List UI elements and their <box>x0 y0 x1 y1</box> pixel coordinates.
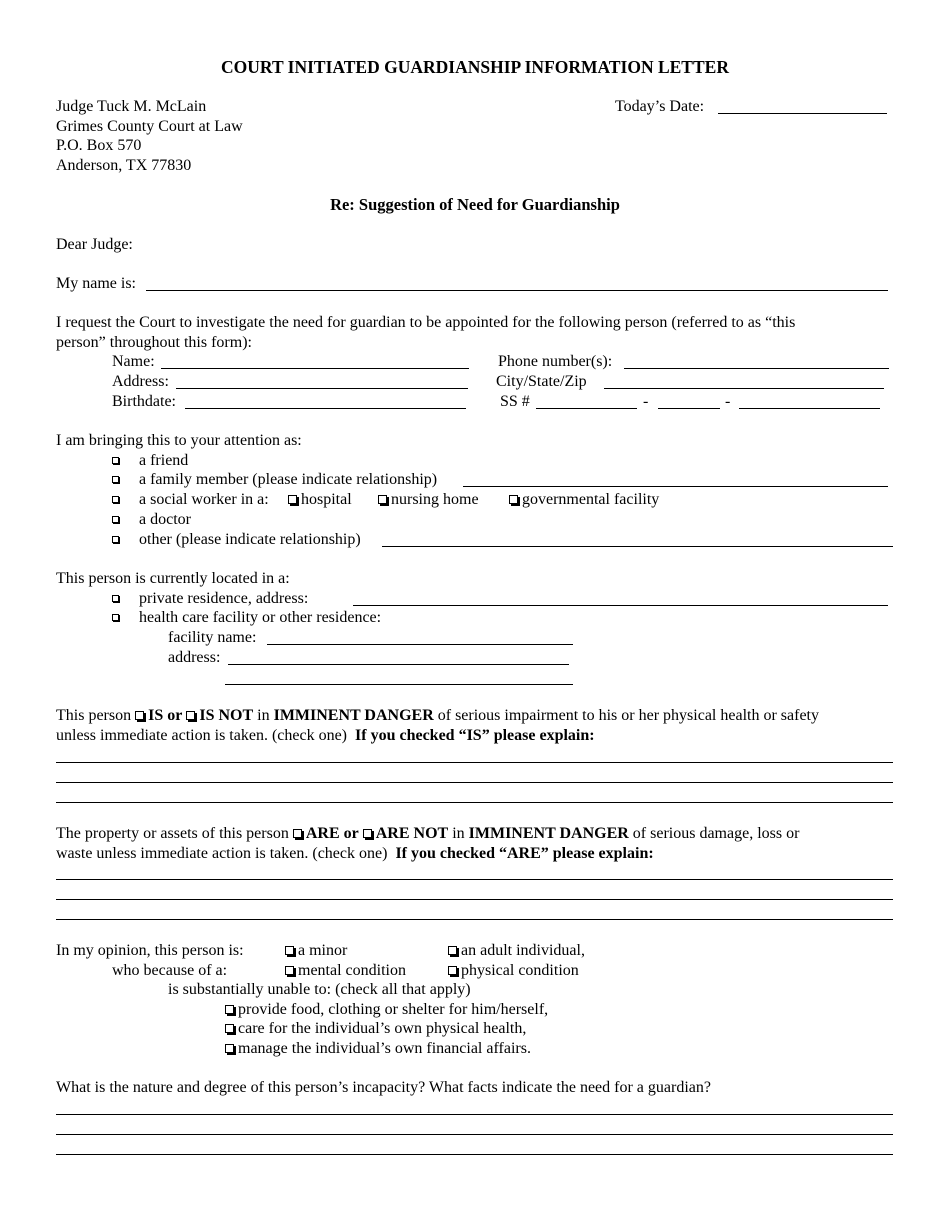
person-city-state-zip-label: City/State/Zip <box>496 373 587 390</box>
person-city-state-zip-field[interactable] <box>604 388 884 389</box>
my-name-field[interactable] <box>146 290 888 291</box>
checkbox-icon <box>112 516 119 523</box>
person-birthdate-field[interactable] <box>185 408 466 409</box>
facility-address-field-2[interactable] <box>225 684 573 685</box>
todays-date-label: Today’s Date: <box>615 98 705 115</box>
person-phone-label: Phone number(s): <box>498 353 613 370</box>
unable-label: is substantially unable to: (check all that apply) <box>168 981 471 998</box>
salutation: Dear Judge: <box>56 236 133 253</box>
request-text-line-1: I request the Court to investigate the need for guardian to be appointed for the following person (referred to as “this <box>56 314 796 331</box>
checkbox-icon <box>378 495 387 504</box>
property-explain-label: If you checked “ARE” please explain: <box>395 845 654 862</box>
option-doctor-label: a doctor <box>139 511 191 528</box>
nature-question: What is the nature and degree of this person’s incapacity? What facts indicate the need for a guardian? <box>56 1079 711 1096</box>
checkbox-friend[interactable] <box>112 451 119 471</box>
financial-affairs-label: manage the individual’s own financial affairs. <box>238 1040 531 1057</box>
ss-dash-1: - <box>643 393 649 410</box>
because-label: who because of a: <box>112 962 228 979</box>
mental-condition-label: mental condition <box>298 962 406 979</box>
checkbox-hospital[interactable] <box>288 490 352 510</box>
ss-part-1-field[interactable] <box>536 408 637 409</box>
danger-prefix: This person <box>56 707 132 724</box>
option-family-member-label: a family member (please indicate relationship) <box>139 471 438 488</box>
checkbox-adult[interactable] <box>448 941 585 961</box>
checkbox-are-danger[interactable] <box>293 829 302 838</box>
other-relationship-field[interactable] <box>382 546 893 547</box>
property-line-2 <box>56 844 654 864</box>
checkbox-icon <box>288 495 297 504</box>
re-line: Re: Suggestion of Need for Guardianship <box>330 195 620 214</box>
checkbox-nursing-home[interactable] <box>378 490 479 510</box>
property-statement <box>56 824 799 844</box>
governmental-facility-label: governmental facility <box>522 491 660 508</box>
checkbox-financial-affairs[interactable] <box>225 1039 531 1059</box>
opinion-label: In my opinion, this person is: <box>56 942 244 959</box>
checkbox-provide-food[interactable] <box>225 1000 548 1020</box>
danger-is-not-label: IS NOT <box>199 707 254 724</box>
person-birthdate-label: Birthdate: <box>112 393 176 410</box>
danger-imminent: IMMINENT DANGER <box>273 707 434 724</box>
checkbox-family-member[interactable] <box>112 470 119 490</box>
checkbox-icon <box>225 1024 234 1033</box>
judge-name: Judge Tuck M. McLain <box>56 98 207 115</box>
my-name-label: My name is: <box>56 275 136 292</box>
checkbox-icon <box>225 1005 234 1014</box>
property-explain-line-3[interactable] <box>56 919 893 920</box>
checkbox-governmental-facility[interactable] <box>509 490 659 510</box>
property-prefix: The property or assets of this person <box>56 825 289 842</box>
checkbox-icon <box>448 966 457 975</box>
danger-statement <box>56 706 819 726</box>
danger-explain-line-1[interactable] <box>56 762 893 763</box>
nature-answer-line-1[interactable] <box>56 1114 893 1115</box>
property-are-not-label: ARE NOT <box>375 825 449 842</box>
provide-food-label: provide food, clothing or shelter for him/herself, <box>238 1001 549 1018</box>
property-explain-line-1[interactable] <box>56 879 893 880</box>
property-check-one: waste unless immediate action is taken. (check one) <box>56 845 388 862</box>
person-address-field[interactable] <box>176 388 468 389</box>
checkbox-minor[interactable] <box>285 941 347 961</box>
danger-check-one: unless immediate action is taken. (check one) <box>56 727 348 744</box>
checkbox-is-danger[interactable] <box>135 711 144 720</box>
health-care-facility-label: health care facility or other residence: <box>139 609 382 626</box>
private-residence-label: private residence, address: <box>139 590 309 607</box>
adult-label: an adult individual, <box>461 942 585 959</box>
ss-part-2-field[interactable] <box>658 408 720 409</box>
person-ss-label: SS # <box>500 393 530 410</box>
person-name-field[interactable] <box>161 368 469 369</box>
checkbox-icon <box>285 966 294 975</box>
danger-rest: of serious impairment to his or her physical health or safety <box>437 707 819 724</box>
hospital-label: hospital <box>301 491 352 508</box>
person-name-label: Name: <box>112 353 155 370</box>
danger-explain-line-2[interactable] <box>56 782 893 783</box>
ss-dash-2: - <box>725 393 731 410</box>
checkbox-is-not-danger[interactable] <box>186 711 195 720</box>
request-text-line-2: person” throughout this form): <box>56 334 252 351</box>
checkbox-physical-health[interactable] <box>225 1019 526 1039</box>
person-address-label: Address: <box>112 373 169 390</box>
checkbox-doctor[interactable] <box>112 510 119 530</box>
nature-answer-line-3[interactable] <box>56 1154 893 1155</box>
option-friend-label: a friend <box>139 452 189 469</box>
checkbox-physical-condition[interactable] <box>448 961 579 981</box>
checkbox-are-not-danger[interactable] <box>363 829 372 838</box>
person-phone-field[interactable] <box>624 368 889 369</box>
checkbox-health-care-facility[interactable] <box>112 608 119 628</box>
danger-line-2 <box>56 726 595 746</box>
page-title: COURT INITIATED GUARDIANSHIP INFORMATION LETTER <box>221 57 729 77</box>
facility-name-label: facility name: <box>168 629 257 646</box>
checkbox-icon <box>448 946 457 955</box>
danger-is-label: IS or <box>148 707 183 724</box>
checkbox-icon <box>112 595 119 602</box>
ss-part-3-field[interactable] <box>739 408 880 409</box>
checkbox-other[interactable] <box>112 530 119 550</box>
checkbox-icon <box>285 946 294 955</box>
property-explain-line-2[interactable] <box>56 899 893 900</box>
danger-explain-label: If you checked “IS” please explain: <box>355 727 595 744</box>
property-in: in <box>452 825 465 842</box>
physical-condition-label: physical condition <box>461 962 579 979</box>
option-social-worker-label: a social worker in a: <box>139 491 269 508</box>
court-name: Grimes County Court at Law <box>56 118 243 135</box>
location-intro: This person is currently located in a: <box>56 570 290 587</box>
facility-address-label: address: <box>168 649 221 666</box>
nature-answer-line-2[interactable] <box>56 1134 893 1135</box>
checkbox-private-residence[interactable] <box>112 589 119 609</box>
checkbox-icon <box>225 1044 234 1053</box>
checkbox-social-worker[interactable] <box>112 490 119 510</box>
physical-health-label: care for the individual’s own physical health, <box>238 1020 527 1037</box>
checkbox-icon <box>112 457 119 464</box>
danger-explain-line-3[interactable] <box>56 802 893 803</box>
property-imminent: IMMINENT DANGER <box>468 825 629 842</box>
checkbox-icon <box>112 614 119 621</box>
court-po-box: P.O. Box 570 <box>56 137 142 154</box>
checkbox-mental-condition[interactable] <box>285 961 406 981</box>
checkbox-icon <box>112 536 119 543</box>
todays-date-field[interactable] <box>718 113 887 114</box>
nursing-home-label: nursing home <box>391 491 479 508</box>
property-rest: of serious damage, loss or <box>632 825 800 842</box>
checkbox-icon <box>509 495 518 504</box>
attention-intro: I am bringing this to your attention as: <box>56 432 302 449</box>
minor-label: a minor <box>298 942 348 959</box>
option-other-label: other (please indicate relationship) <box>139 531 361 548</box>
checkbox-icon <box>112 496 119 503</box>
facility-address-field-1[interactable] <box>228 664 569 665</box>
checkbox-icon <box>112 476 119 483</box>
property-are-label: ARE or <box>305 825 359 842</box>
facility-name-field[interactable] <box>267 644 573 645</box>
family-relationship-field[interactable] <box>463 486 888 487</box>
court-city: Anderson, TX 77830 <box>56 157 192 174</box>
private-residence-address-field[interactable] <box>353 605 888 606</box>
danger-in: in <box>257 707 270 724</box>
